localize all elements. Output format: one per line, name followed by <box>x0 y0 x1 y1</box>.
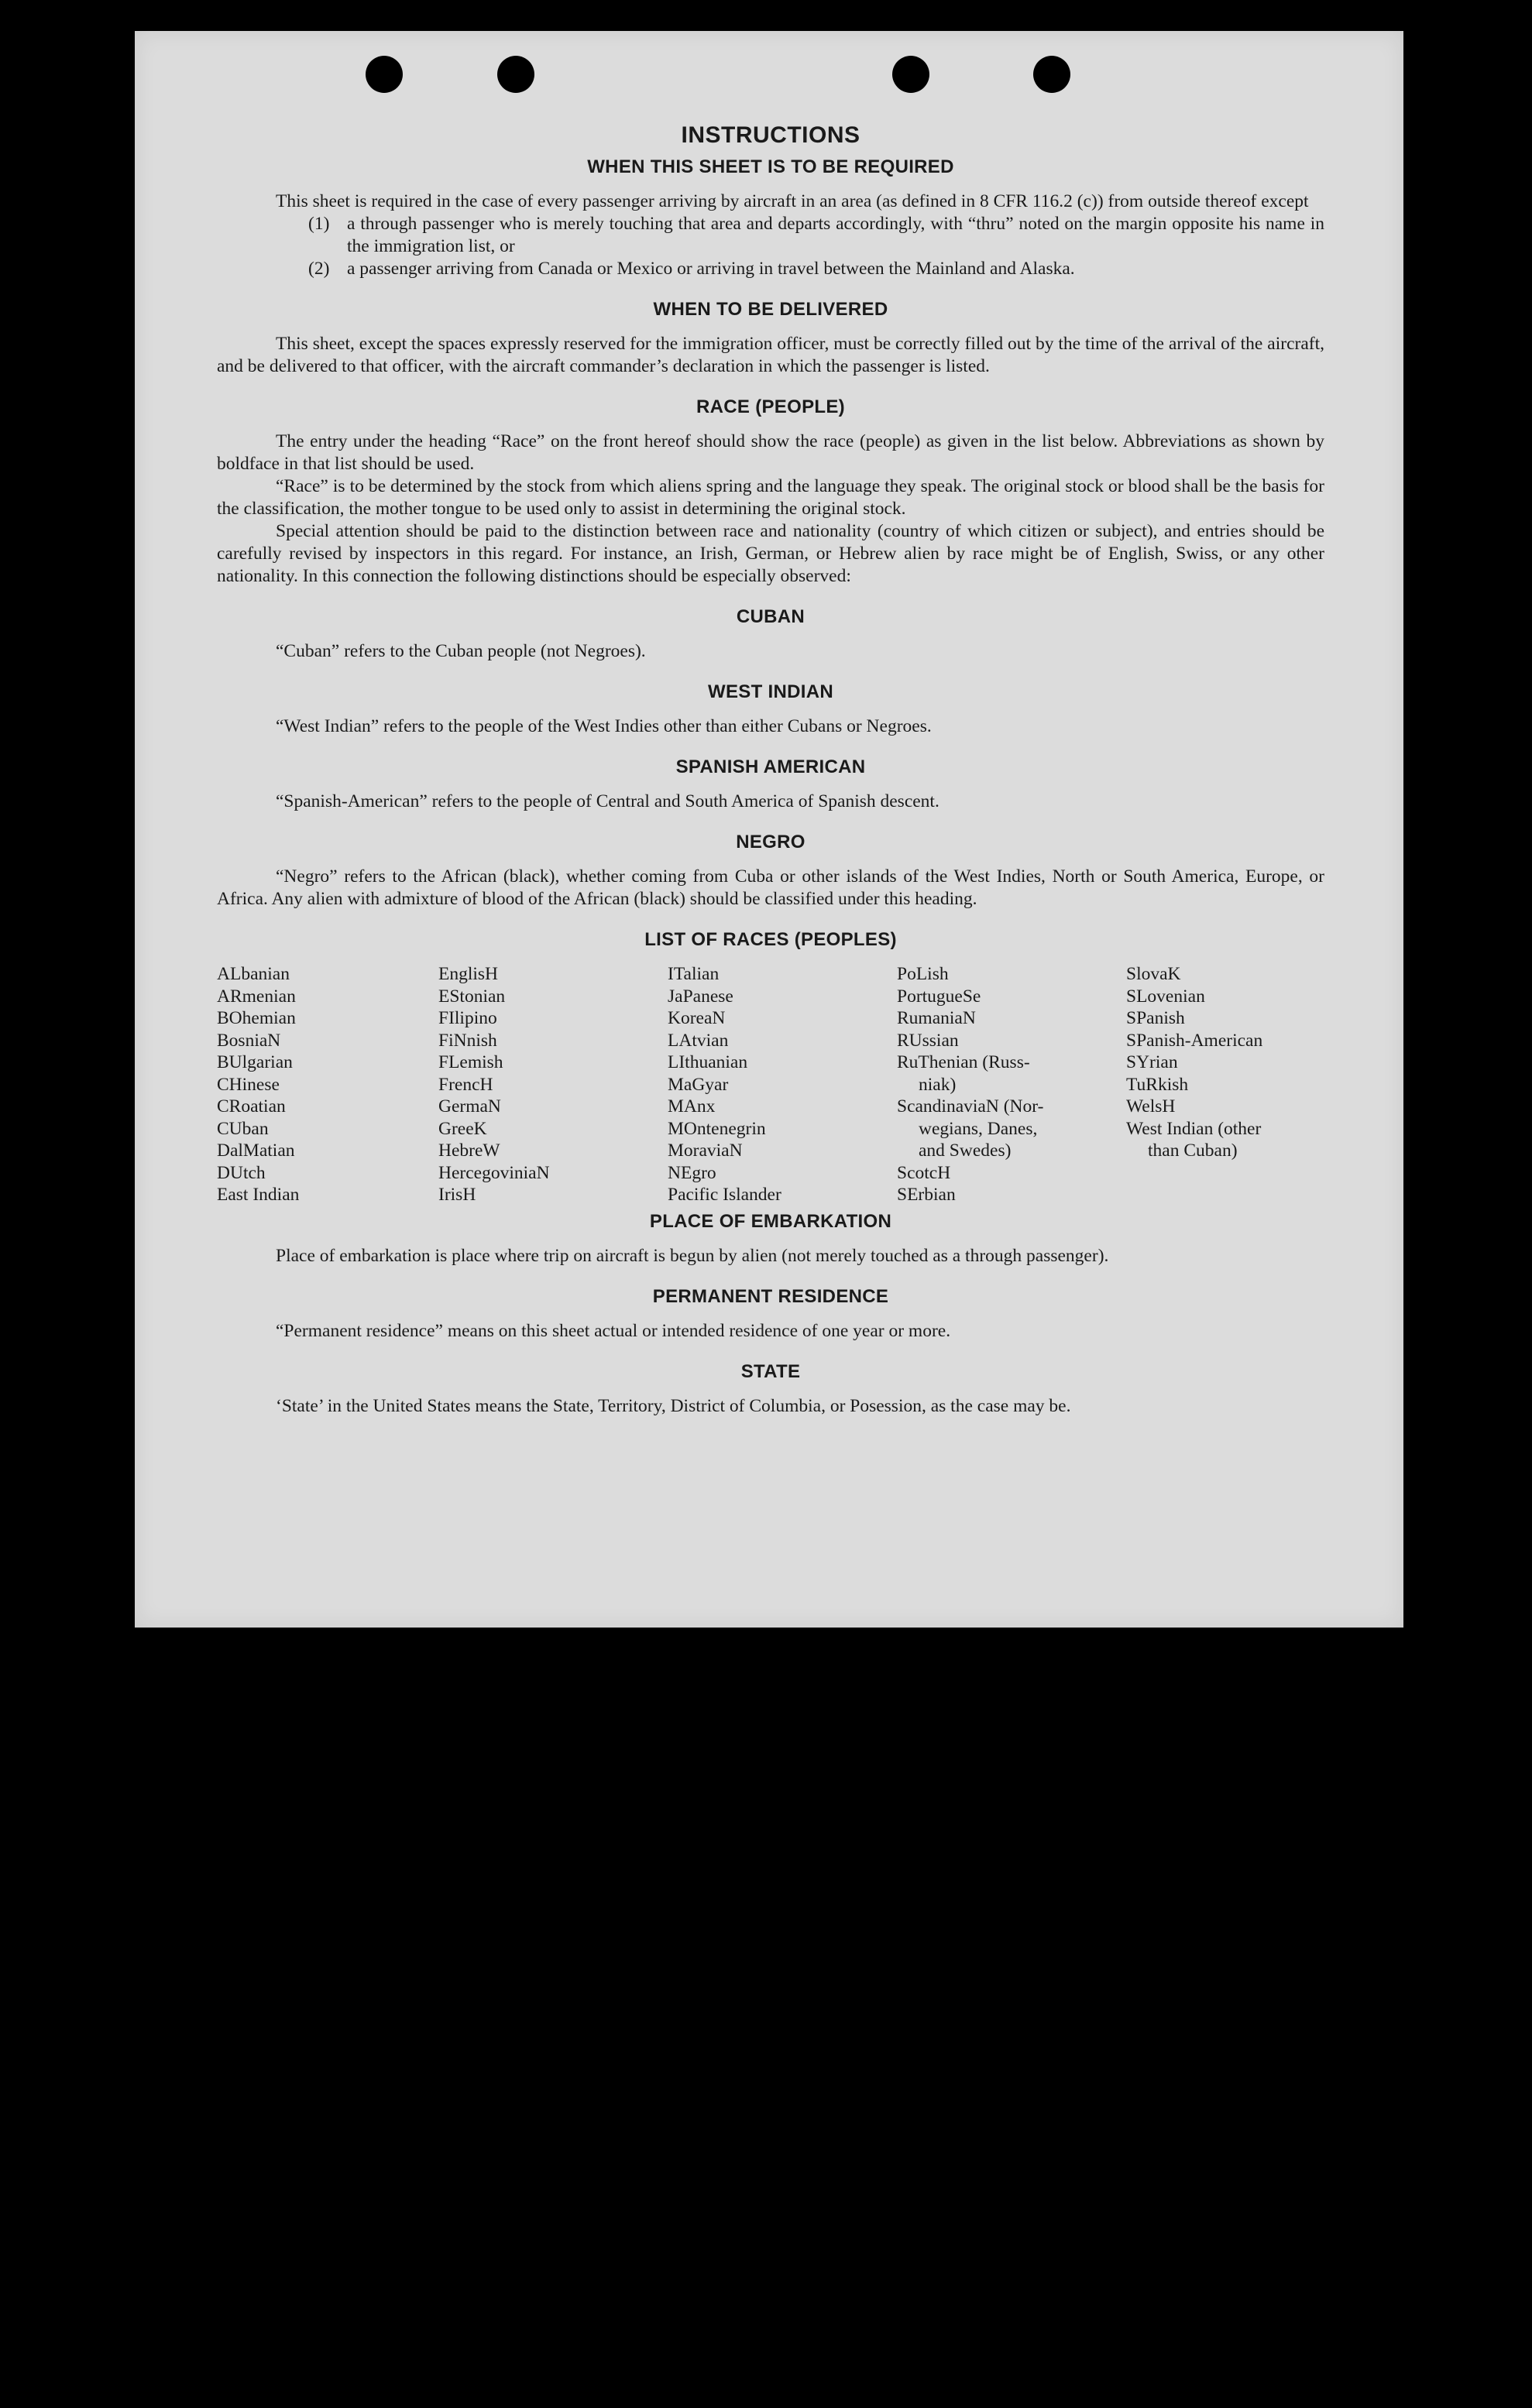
race-entry: DUtch <box>217 1162 266 1183</box>
race-entry: MAnx <box>668 1096 716 1117</box>
negro-text: “Negro” refers to the African (black), whether coming from Cuba or other islands of the West Indies, North or South America, Europe, or Africa. Any alien with admixture of blood of the African (black) should be classified under this heading. <box>217 866 1324 909</box>
document-sheet <box>135 31 1403 1628</box>
section-heading-residence: PERMANENT RESIDENCE <box>652 1285 889 1307</box>
required-intro: This sheet is required in the case of every passenger arriving by aircraft in an area (as defined in 8 CFR 116.2 (c)) from outside thereof except <box>276 191 1309 211</box>
spanish-american-text: “Spanish-American” refers to the people of Central and South America of Spanish descent. <box>276 791 939 811</box>
west-indian-text: “West Indian” refers to the people of the West Indies other than either Cubans or Negroes. <box>276 716 932 736</box>
section-heading-required: WHEN THIS SHEET IS TO BE REQUIRED <box>587 156 954 177</box>
race-entry: ARmenian <box>217 986 296 1007</box>
race-entry: SErbian <box>897 1185 956 1205</box>
delivered-text: This sheet, except the spaces expressly reserved for the immigration officer, must be correctly filled out by the time of the arrival of the aircraft, and be delivered to that officer, with the aircraft commander’s declaration in which the passenger is listed. <box>217 334 1324 376</box>
race-entry: FLemish <box>438 1052 503 1072</box>
list-item <box>217 258 1324 280</box>
race-entry: NEgro <box>668 1162 716 1183</box>
races-column <box>1126 963 1321 1206</box>
section-heading-spanish-american: SPANISH AMERICAN <box>675 756 866 777</box>
section-heading-state: STATE <box>740 1360 801 1382</box>
race-entry-continuation: wegians, Danes, <box>919 1118 1038 1139</box>
race-entry: MOntenegrin <box>668 1118 766 1139</box>
race-entry-continuation: niak) <box>919 1074 957 1095</box>
race-entry: LIthuanian <box>668 1052 748 1072</box>
race-entry: BUlgarian <box>217 1052 293 1072</box>
punch-hole <box>1033 56 1070 93</box>
embarkation-text: Place of embarkation is place where trip on aircraft is begun by alien (not merely touched as a through passenger). <box>276 1245 1109 1266</box>
section-heading-cuban: CUBAN <box>736 606 806 627</box>
race-entry: HercegoviniaN <box>438 1162 550 1183</box>
instructions-content <box>217 122 1324 1418</box>
race-entry: HebreW <box>438 1141 500 1161</box>
race-entry: PoLish <box>897 964 949 984</box>
race-entry: RumaniaN <box>897 1008 976 1028</box>
state-text: ‘State’ in the United States means the State, Territory, District of Columbia, or Posession, as the case may be. <box>276 1395 1071 1416</box>
residence-text: “Permanent residence” means on this sheet actual or intended residence of one year or more. <box>276 1320 951 1341</box>
race-entry: SPanish-American <box>1126 1030 1263 1051</box>
section-heading-negro: NEGRO <box>736 832 806 852</box>
race-entry: BOhemian <box>217 1008 296 1028</box>
race-entry: MaGyar <box>668 1074 729 1095</box>
race-entry: DalMatian <box>217 1141 295 1161</box>
race-entry: ScotcH <box>897 1162 951 1183</box>
race-entry: Pacific Islander <box>668 1185 781 1205</box>
race-entry: ITalian <box>668 964 720 984</box>
race-paragraph: “Race” is to be determined by the stock from which aliens spring and the language they speak. The original stock or blood shall be the basis for the classification, the mother tongue to be used only to assist in determining the original stock. <box>217 476 1324 519</box>
race-entry: LAtvian <box>668 1030 729 1051</box>
race-entry-continuation: than Cuban) <box>1148 1141 1238 1161</box>
punch-hole <box>366 56 403 93</box>
race-entry: ALbanian <box>217 964 290 984</box>
race-entry: SLovenian <box>1126 986 1205 1007</box>
race-entry: PortugueSe <box>897 986 981 1007</box>
item-text: a through passenger who is merely touching that area and departs accordingly, with “thru” noted on the margin opposite his name in the immigration list, or <box>347 214 1324 256</box>
race-entry: East Indian <box>217 1185 300 1205</box>
section-heading-delivered: WHEN TO BE DELIVERED <box>653 299 888 320</box>
race-entry: CRoatian <box>217 1096 286 1117</box>
race-entry: SlovaK <box>1126 964 1181 984</box>
race-entry: IrisH <box>438 1185 476 1205</box>
races-column <box>668 963 897 1206</box>
race-entry: EnglisH <box>438 964 499 984</box>
race-entry: MoraviaN <box>668 1141 743 1161</box>
race-entry: SYrian <box>1126 1052 1178 1072</box>
race-entry: GermaN <box>438 1096 501 1117</box>
race-entry: KoreaN <box>668 1008 726 1028</box>
race-entry: FrencH <box>438 1074 493 1095</box>
section-heading-west-indian: WEST INDIAN <box>708 681 833 702</box>
section-heading-embarkation: PLACE OF EMBARKATION <box>649 1210 892 1232</box>
race-entry: SPanish <box>1126 1008 1185 1028</box>
punch-hole <box>892 56 929 93</box>
races-heading: LIST OF RACES (PEOPLES) <box>644 929 897 950</box>
race-entry: EStonian <box>438 986 506 1007</box>
race-entry: CHinese <box>217 1074 280 1095</box>
punch-hole <box>497 56 534 93</box>
race-entry: West Indian (other <box>1126 1118 1262 1139</box>
item-number: (1) <box>308 214 330 234</box>
item-text: a passenger arriving from Canada or Mexico or arriving in travel between the Mainland and Alaska. <box>347 259 1075 279</box>
race-entry: GreeK <box>438 1118 487 1139</box>
race-entry: FIlipino <box>438 1008 497 1028</box>
race-entry: ScandinaviaN (Nor- <box>897 1096 1044 1117</box>
race-entry: RuThenian (Russ- <box>897 1052 1030 1072</box>
section-heading-race: RACE (PEOPLE) <box>696 396 845 417</box>
race-entry: FiNnish <box>438 1030 497 1051</box>
list-item <box>217 213 1324 258</box>
race-paragraph: Special attention should be paid to the distinction between race and nationality (country of which citizen or subject), and entries should be carefully revised by inspectors in this regard. For instance, an Irish, German, or Hebrew alien by race might be of English, Swiss, or any other nationality. In this connection the following distinctions should be especially observed: <box>217 521 1324 586</box>
race-entry: TuRkish <box>1126 1074 1189 1095</box>
race-entry: BosniaN <box>217 1030 281 1051</box>
race-entry-continuation: and Swedes) <box>919 1141 1012 1161</box>
race-paragraph: The entry under the heading “Race” on the front hereof should show the race (people) as given in the list below. Abbreviations as shown by boldface in that list should be used. <box>217 431 1324 474</box>
race-entry: JaPanese <box>668 986 733 1007</box>
races-list <box>217 963 1324 1206</box>
races-column <box>438 963 668 1206</box>
races-column <box>217 963 438 1206</box>
race-entry: WelsH <box>1126 1096 1176 1117</box>
race-entry: RUssian <box>897 1030 959 1051</box>
page-title: INSTRUCTIONS <box>681 122 860 148</box>
race-entry: CUban <box>217 1118 269 1139</box>
races-column <box>897 963 1126 1206</box>
item-number: (2) <box>308 259 330 279</box>
cuban-text: “Cuban” refers to the Cuban people (not Negroes). <box>276 641 646 661</box>
